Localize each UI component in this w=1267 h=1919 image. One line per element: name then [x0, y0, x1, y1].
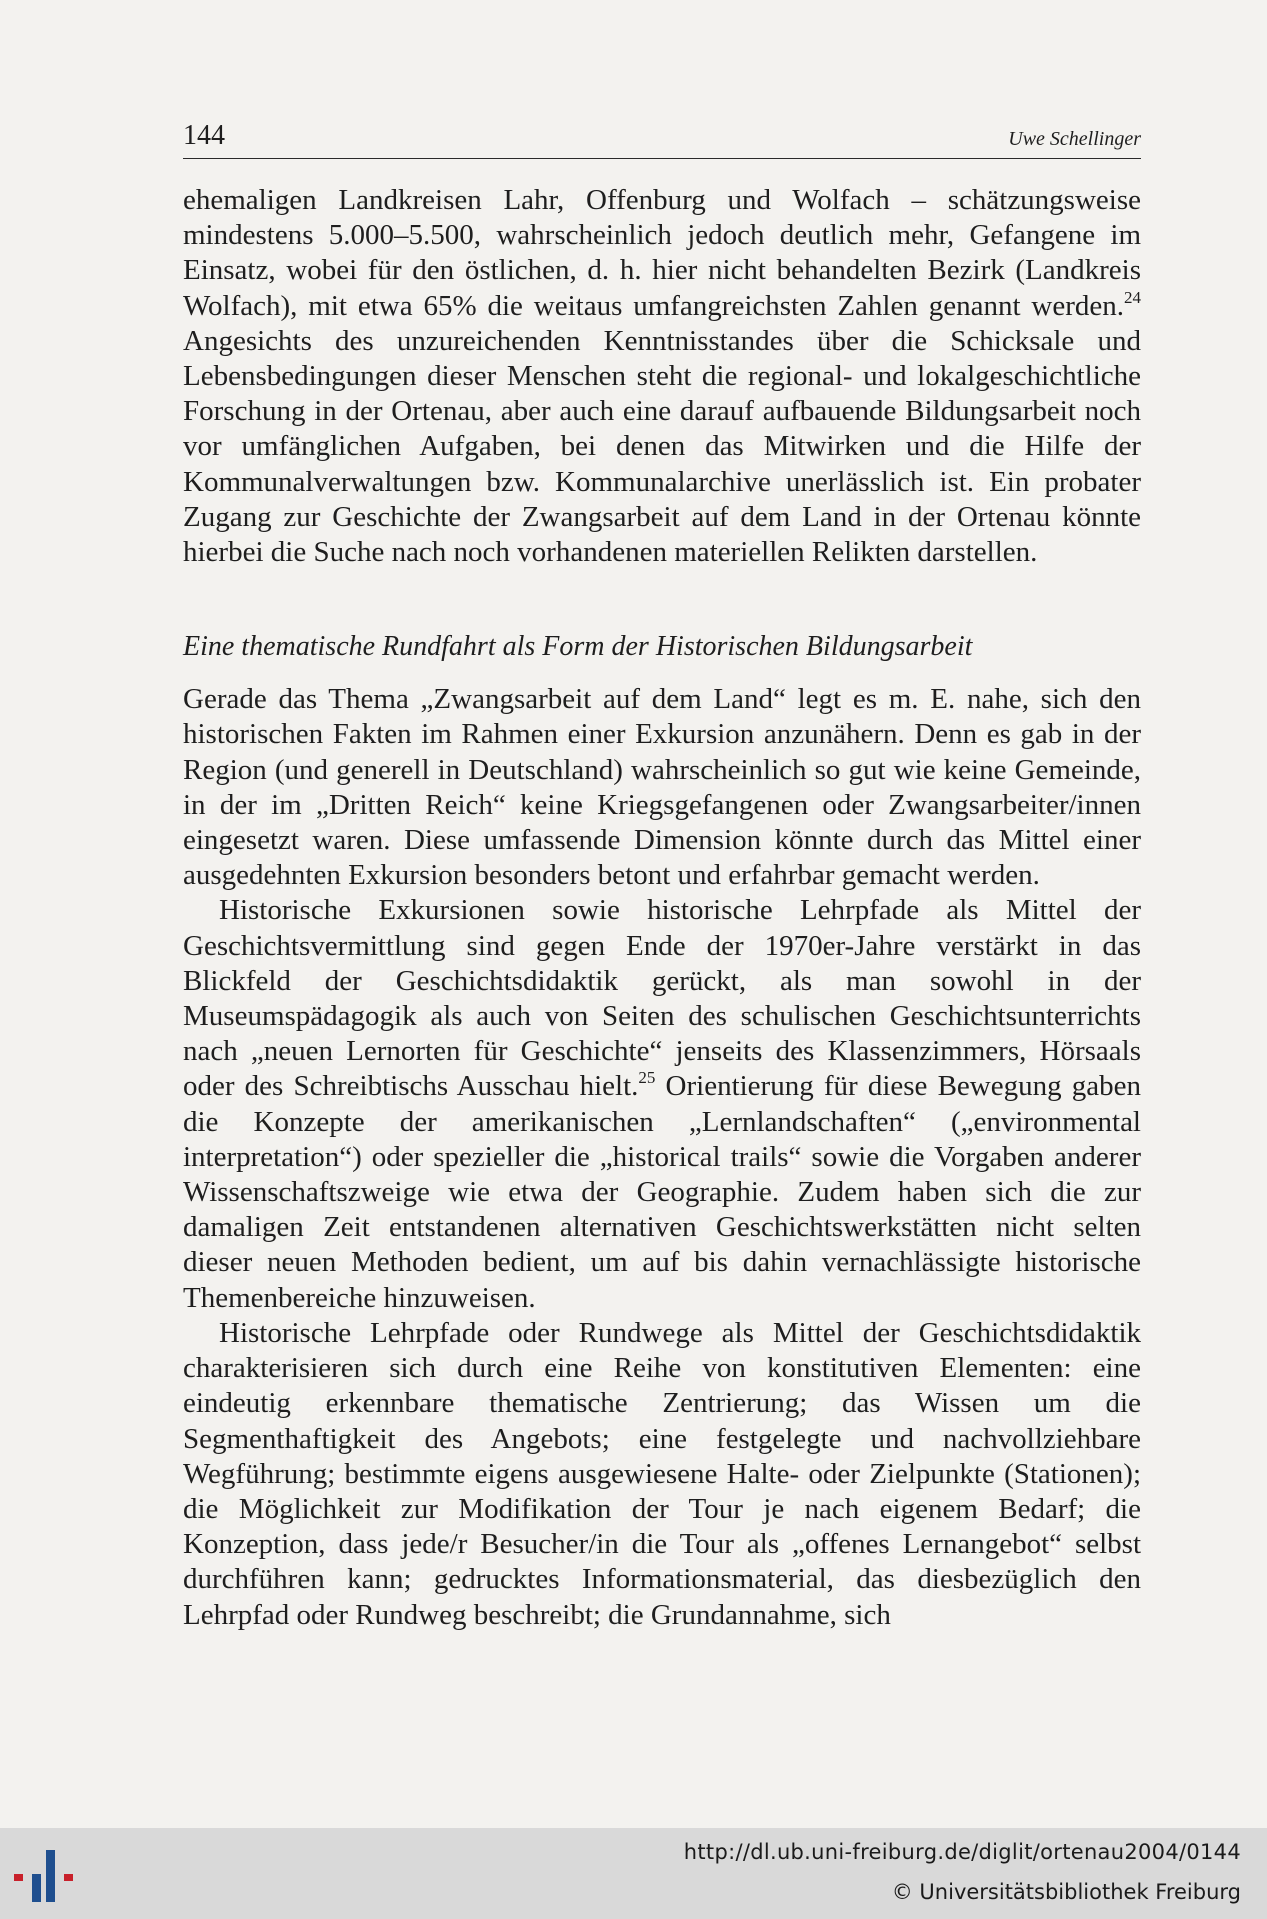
- paragraph-4: Historische Lehrpfade oder Rundwege als Mittel der Geschichtsdidaktik charakterisieren sich durch eine Reihe von konstitutiven Elementen: eine eindeutig erkennbare thematische Zentrierung; das Wissen um die Segmenthaftigkeit des Angebots; eine festgelegte und nachvollziehbare Wegführung; bestimmte eigens ausgewiesene Halte- oder Zielpunkte (Stationen); die Möglichkeit zur Modifikation der Tour je nach eigenem Bedarf; die Konzeption, dass jede/r Besucher/in die Tour als „offenes Lernangebot“ selbst durchführen kann; gedrucktes Informationsmaterial, das diesbezüglich den Lehrpfad oder Rundweg beschreibt; die Grundannahme, sich: [183, 1316, 1141, 1631]
- ub-freiburg-logo-icon: [12, 1848, 82, 1904]
- body-text: [183, 183, 1141, 1633]
- section-heading: Eine thematische Rundfahrt als Form der Historischen Bildungsarbeit: [183, 631, 973, 663]
- page-number: 144: [183, 120, 225, 151]
- footnote-ref-24: 24: [1124, 287, 1141, 307]
- paragraph-1-part-b: Angesichts des unzureichenden Kenntnisstandes über die Schicksale und Lebensbedingungen dieser Menschen steht die regional- und lokalgeschichtliche Forschung in der Ortenau, aber auch eine darauf aufbauende Bildungsarbeit noch vor umfänglichen Aufgaben, bei denen das Mitwirken und die Hilfe der Kommunalverwaltungen bzw. Kommunalarchive unerlässlich ist. Ein probater Zugang zur Geschichte der Zwangsarbeit auf dem Land in der Ortenau könnte hierbei die Suche nach noch vorhandenen materiellen Relikten darstellen.: [183, 324, 1141, 569]
- page-header: [183, 118, 1141, 159]
- logo-bar-red-right: [64, 1874, 73, 1881]
- logo-bar-red-left: [14, 1874, 23, 1881]
- paragraph-1-part-a: ehemaligen Landkreisen Lahr, Offenburg und Wolfach – schätzungsweise mindestens 5.000–5.500, wahrscheinlich jedoch deutlich mehr, Gefangene im Einsatz, wobei für den östlichen, d. h. hier nicht behandelten Bezirk (Landkreis Wolfach), mit etwa 65% die weitaus umfangreichsten Zahlen genannt werden.: [183, 184, 1141, 322]
- copyright-notice: © Universitätsbibliothek Freiburg: [891, 1880, 1241, 1904]
- paragraph-2: Gerade das Thema „Zwangsarbeit auf dem Land“ legt es m. E. nahe, sich den historischen Fakten im Rahmen einer Exkursion anzunähern. Denn es gab in der Region (und generell in Deutschland) wahrscheinlich so gut wie keine Gemeinde, in der im „Dritten Reich“ keine Kriegsgefangenen oder Zwangsarbeiter/innen eingesetzt waren. Diese umfassende Dimension könnte durch das Mittel einer ausgedehnten Exkursion besonders betont und erfahrbar gemacht werden.: [183, 683, 1141, 892]
- paragraph-3: [183, 893, 1141, 1315]
- paragraph-3-part-b: Orientierung für diese Bewegung gaben die Konzepte der amerikanischen „Lernlandschaften“ („environmental interpretation“) oder spezieller die „historical trails“ sowie die Vorgaben anderer Wissenschaftszweige wie etwa der Geographie. Zudem haben sich die zur damaligen Zeit entstandenen alternativen Geschichtswerkstätten nicht selten dieser neuen Methoden bedient, um auf bis dahin vernachlässigte historische Themenbereiche hinzuweisen.: [183, 1070, 1141, 1314]
- logo-bar-blue-tall-1: [32, 1874, 41, 1902]
- logo-bar-blue-tall-2: [46, 1850, 55, 1902]
- library-footer: [0, 1828, 1267, 1919]
- paragraph-1: [183, 183, 1141, 570]
- paragraph-3-part-a: Historische Exkursionen sowie historische Lehrpfade als Mittel der Geschichtsvermittlung sind gegen Ende der 1970er-Jahre verstärkt in das Blickfeld der Geschichtsdidaktik gerückt, als man sowohl in der Museumspädagogik als auch von Seiten des schulischen Geschichtsunterrichts nach „neuen Lernorten für Geschichte“ jenseits des Klassenzimmers, Hörsaals oder des Schreibtischs Ausschau hielt.: [183, 894, 1141, 1103]
- footnote-ref-25: 25: [638, 1068, 656, 1088]
- running-head-author: Uwe Schellinger: [1008, 128, 1141, 150]
- permalink-url[interactable]: http://dl.ub.uni-freiburg.de/diglit/ortenau2004/0144: [683, 1840, 1241, 1864]
